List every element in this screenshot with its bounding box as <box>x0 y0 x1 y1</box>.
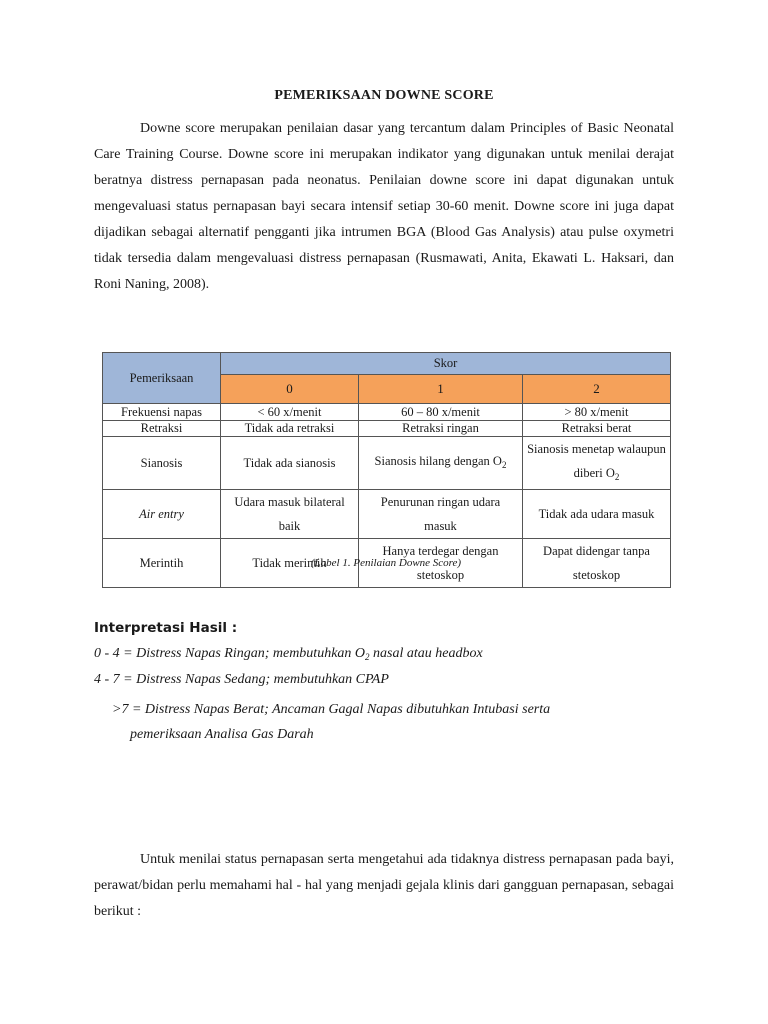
row-label: Air entry <box>103 490 221 539</box>
cell-score-2: Retraksi berat <box>523 421 671 437</box>
interpretation-severe <box>112 697 674 747</box>
cell-text: Sianosis hilang dengan O <box>374 454 502 468</box>
table-caption: (Label 1. Penilaian Downe Score) <box>310 557 462 569</box>
header-pemeriksaan: Pemeriksaan <box>103 353 221 404</box>
subscript: 2 <box>614 472 620 482</box>
cell-score-0: Tidak merintih <box>221 539 359 588</box>
interpretation-moderate: 4 - 7 = Distress Napas Sedang; membutuhkan CPAP <box>94 672 389 687</box>
interp-text: pemeriksaan Analisa Gas Darah <box>130 727 314 742</box>
intro-paragraph: Downe score merupakan penilaian dasar yang tercantum dalam Principles of Basic Neonatal Care Training Course. Downe score ini merupakan indikator yang digunakan untuk menilai derajat beratnya distress pernapasan pada neonatus. Penilaian downe score ini dapat digunakan untuk mengevaluasi status pernapasan bayi secara intensif setiap 30-60 menit. Downe score ini juga dapat dijadikan sebagai alternatif pengganti jika intrumen BGA (Blood Gas Analysis) atau pulse oxymetri tidak tersedia dalam mengevaluasi distress pernapasan (Rusmawati, Anita, Ekawati L. Haksari, dan Roni Naning, 2008). <box>94 121 674 292</box>
row-label: Retraksi <box>103 421 221 437</box>
table-row <box>103 490 671 539</box>
interpretation-mild <box>94 646 483 662</box>
cell-score-1 <box>359 437 523 490</box>
header-score-0: 0 <box>221 375 359 404</box>
downe-score-table <box>102 352 671 588</box>
subscript: 2 <box>365 652 370 662</box>
interp-text: 0 - 4 = Distress Napas Ringan; membutuhkan O <box>94 646 366 661</box>
table-row <box>103 404 671 421</box>
interp-text: nasal atau headbox <box>369 646 483 661</box>
cell-text: Sianosis menetap walaupun diberi O <box>527 442 666 480</box>
cell-score-1: Hanya terdegar dengan stetoskop <box>359 539 523 588</box>
cell-score-0: Udara masuk bilateral baik <box>221 490 359 539</box>
cell-score-2 <box>523 437 671 490</box>
subscript: 2 <box>501 460 507 470</box>
header-score-1: 1 <box>359 375 523 404</box>
document-title: PEMERIKSAAN DOWNE SCORE <box>274 88 494 103</box>
table-row <box>103 437 671 490</box>
table-row <box>103 421 671 437</box>
interp-text: >7 = Distress Napas Berat; Ancaman Gagal Napas dibutuhkan Intubasi serta <box>112 702 551 717</box>
cell-score-0: < 60 x/menit <box>221 404 359 421</box>
cell-score-2: > 80 x/menit <box>523 404 671 421</box>
cell-score-2: Tidak ada udara masuk <box>523 490 671 539</box>
cell-score-1: Retraksi ringan <box>359 421 523 437</box>
cell-score-2: Dapat didengar tanpa stetoskop <box>523 539 671 588</box>
cell-score-1: Penurunan ringan udara masuk <box>359 490 523 539</box>
row-label: Sianosis <box>103 437 221 490</box>
row-label: Merintih <box>103 539 221 588</box>
cell-score-0: Tidak ada retraksi <box>221 421 359 437</box>
cell-score-1: 60 – 80 x/menit <box>359 404 523 421</box>
cell-score-0: Tidak ada sianosis <box>221 437 359 490</box>
row-label: Frekuensi napas <box>103 404 221 421</box>
closing-paragraph: Untuk menilai status pernapasan serta mengetahui ada tidaknya distress pernapasan pada bayi, perawat/bidan perlu memahami hal - hal yang menjadi gejala klinis dari gangguan pernapasan, sebagai berikut : <box>94 852 674 919</box>
header-skor: Skor <box>221 353 671 375</box>
header-score-2: 2 <box>523 375 671 404</box>
interpretation-heading: Interpretasi Hasil : <box>94 620 238 636</box>
